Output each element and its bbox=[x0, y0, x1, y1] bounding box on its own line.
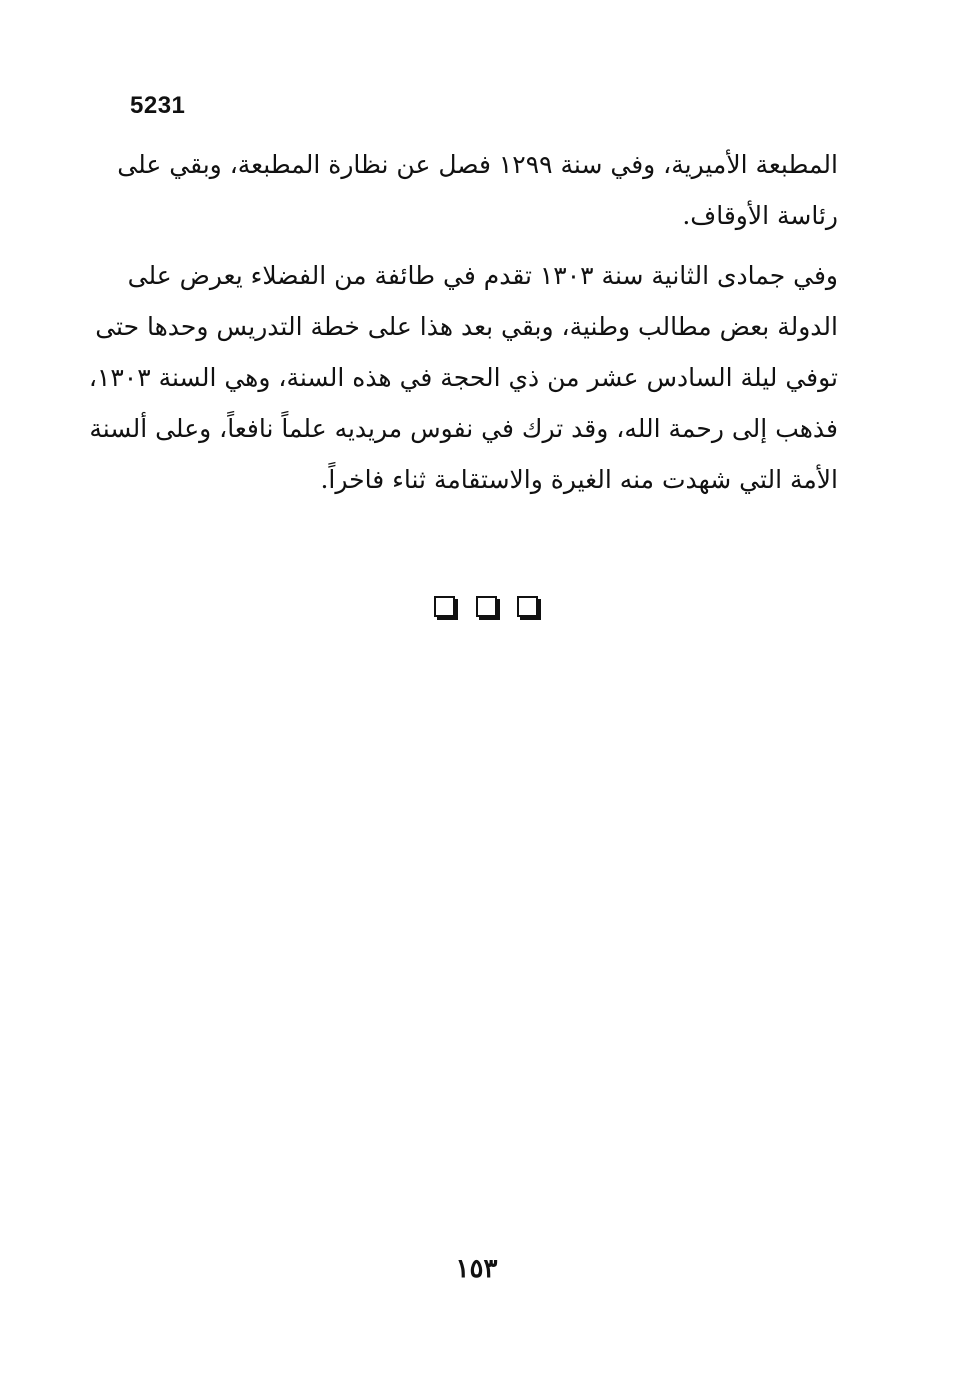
section-divider-ornament bbox=[434, 596, 538, 618]
paragraph-2 bbox=[88, 250, 838, 505]
text-line: توفي ليلة السادس عشر من ذي الحجة في هذه السنة، وهي السنة ١٣٠٣، bbox=[88, 363, 838, 392]
text-line: المطبعة الأميرية، وفي سنة ١٢٩٩ فصل عن نظارة المطبعة، وبقي على bbox=[117, 150, 838, 179]
square-ornament-icon bbox=[476, 596, 497, 617]
square-ornament-icon bbox=[434, 596, 455, 617]
text-line: رئاسة الأوقاف. bbox=[682, 201, 838, 230]
text-line: الدولة بعض مطالب وطنية، وبقي بعد هذا على خطة التدريس وحدها حتى bbox=[95, 312, 838, 341]
square-ornament-icon bbox=[517, 596, 538, 617]
paragraph-1 bbox=[117, 139, 838, 241]
text-line: فذهب إلى رحمة الله، وقد ترك في نفوس مريديه علماً نافعاً، وعلى ألسنة bbox=[89, 414, 838, 443]
page-id: 5231 bbox=[130, 92, 186, 119]
text-line: وفي جمادى الثانية سنة ١٣٠٣ تقدم في طائفة من الفضلاء يعرض على bbox=[127, 261, 838, 290]
page-number: ١٥٣ bbox=[455, 1254, 498, 1284]
text-line: الأمة التي شهدت منه الغيرة والاستقامة ثناء فاخراً. bbox=[320, 465, 838, 494]
